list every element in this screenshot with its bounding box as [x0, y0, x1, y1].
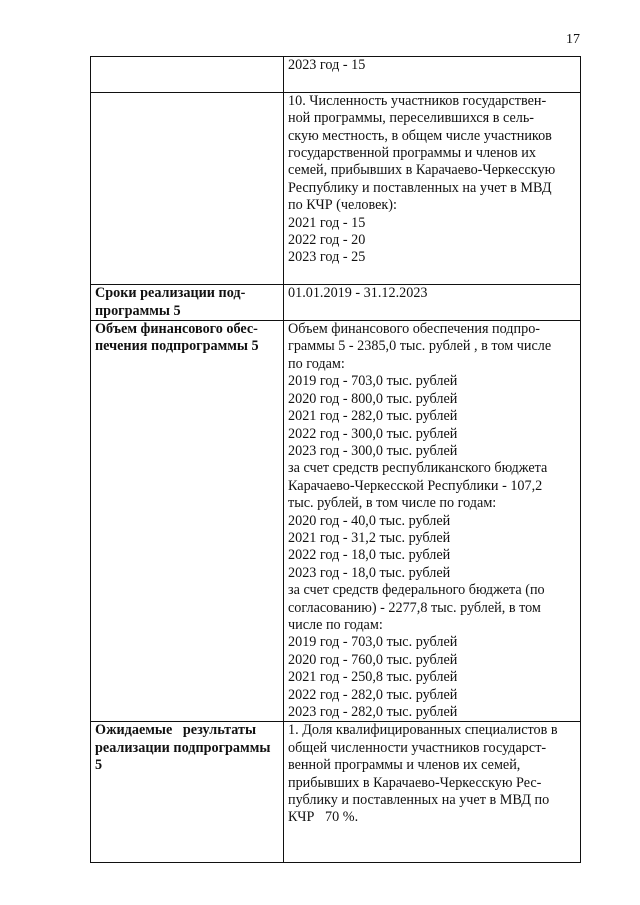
table-row-implementation-period [91, 285, 581, 321]
label-cell [91, 722, 284, 862]
text-line: по годам: [288, 355, 345, 372]
text-line: скую местность, в общем числе участников [288, 127, 552, 144]
label-line: Сроки реализации под- [95, 285, 246, 302]
text-line: 2023 год - 282,0 тыс. рублей [288, 704, 458, 720]
subprogram-passport-table [90, 56, 581, 863]
page-number: 17 [566, 32, 580, 47]
label-line: программы 5 [95, 302, 181, 319]
text-line: Карачаево-Черкесской Республики - 107,2 [288, 477, 543, 494]
table-row-continuation [91, 57, 581, 93]
text-line: общей численности участников государст- [288, 739, 547, 756]
text-line: семей, прибывших в Карачаево-Черкесскую [288, 162, 556, 179]
text-line: 2023 год - 25 [288, 249, 366, 266]
text-line: 2023 год - 18,0 тыс. рублей [288, 564, 451, 581]
value-cell [284, 57, 581, 93]
text-line: тыс. рублей, в том числе по годам: [288, 495, 497, 512]
text-line: 2022 год - 20 [288, 232, 366, 249]
table-row-financing [91, 321, 581, 722]
text-line: 1. Доля квалифицированных специалистов в [288, 722, 558, 739]
text-line: Объем финансового обеспечения подпро- [288, 321, 541, 338]
value-cell [284, 321, 581, 722]
text-line: 2020 год - 760,0 тыс. рублей [288, 651, 458, 668]
text-line: 2021 год - 31,2 тыс. рублей [288, 529, 451, 546]
label-line: Объем финансового обес- [95, 321, 258, 338]
label-line: реализации подпрограммы [95, 739, 271, 756]
text-line: государственной программы и членов их [288, 145, 536, 162]
text-line: 2020 год - 800,0 тыс. рублей [288, 390, 458, 407]
text-line: согласованию) - 2277,8 тыс. рублей, в том [288, 599, 541, 616]
blank-line [288, 827, 578, 844]
text-line: 2021 год - 250,8 тыс. рублей [288, 669, 458, 686]
value-cell [284, 722, 581, 862]
text-line: 01.01.2019 - 31.12.2023 [288, 285, 428, 302]
text-line: 10. Численность участников государствен- [288, 92, 547, 109]
text-line: 2022 год - 282,0 тыс. рублей [288, 686, 458, 703]
text-line: 2021 год - 15 [288, 214, 366, 231]
text-line: за счет средств республиканского бюджета [288, 460, 548, 477]
label-cell [91, 92, 284, 284]
text-line: 2022 год - 18,0 тыс. рублей [288, 547, 451, 564]
value-cell [284, 92, 581, 284]
text-line: 2019 год - 703,0 тыс. рублей [288, 373, 458, 390]
text-line: 2021 год - 282,0 тыс. рублей [288, 408, 458, 425]
text-line: за счет средств федерального бюджета (по [288, 582, 545, 599]
text-line: ной программы, переселившихся в сель- [288, 110, 535, 127]
text-line: прибывших в Карачаево-Черкесскую Рес- [288, 774, 542, 791]
blank-line [288, 74, 578, 91]
text-line: КЧР 70 %. [288, 809, 359, 826]
text-line: 2019 год - 703,0 тыс. рублей [288, 634, 458, 651]
label-line: печения подпрограммы 5 [95, 338, 259, 355]
label-line: Ожидаемые результаты [95, 722, 257, 739]
label-cell [91, 57, 284, 93]
text-line: 2020 год - 40,0 тыс. рублей [288, 512, 451, 529]
text-line: 2022 год - 300,0 тыс. рублей [288, 425, 458, 442]
text-line: по КЧР (человек): [288, 197, 397, 214]
text-line: венной программы и членов их семей, [288, 757, 521, 774]
table-row-indicator-10 [91, 92, 581, 284]
text-line: 2023 год - 300,0 тыс. рублей [288, 442, 458, 459]
table-row-expected-results [91, 722, 581, 862]
text-line: граммы 5 - 2385,0 тыс. рублей , в том числе [288, 338, 552, 355]
text-line: 2023 год - 15 [288, 57, 366, 73]
text-line: публику и поставленных на учет в МВД по [288, 792, 550, 809]
label-line: 5 [95, 757, 103, 774]
value-cell [284, 285, 581, 321]
text-line: Республику и поставленных на учет в МВД [288, 179, 552, 196]
blank-line [288, 267, 578, 284]
label-cell [91, 285, 284, 321]
label-cell [91, 321, 284, 722]
text-line: числе по годам: [288, 616, 383, 633]
blank-line [288, 844, 578, 861]
